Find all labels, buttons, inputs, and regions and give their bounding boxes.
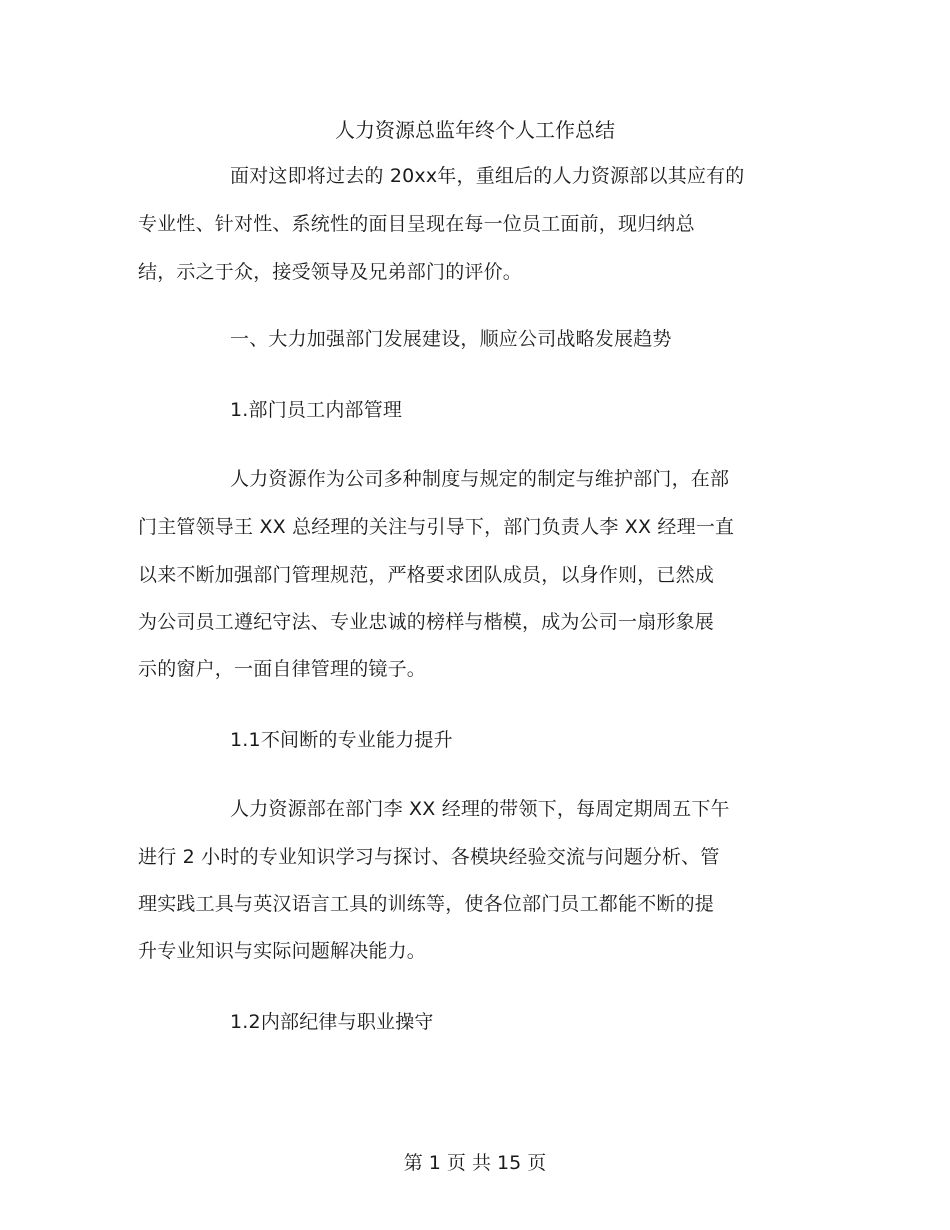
paragraph-line: 面对这即将过去的 20xx年，重组后的人力资源部以其应有的 <box>230 165 745 187</box>
page-footer: 第 1 页 共 15 页 <box>403 1152 547 1174</box>
paragraph-line: 以来不断加强部门管理规范，严格要求团队成员，以身作则，已然成 <box>138 564 715 586</box>
paragraph-line: 为公司员工遵纪守法、专业忠诚的榜样与楷模，成为公司一扇形象展 <box>138 611 715 633</box>
paragraph-line: 示的窗户，一面自律管理的镜子。 <box>138 658 427 680</box>
paragraph-line: 门主管领导王 XX 总经理的关注与引导下，部门负责人李 XX 经理一直 <box>138 516 735 538</box>
paragraph-line: 人力资源作为公司多种制度与规定的制定与维护部门，在部 <box>230 468 730 490</box>
section-heading: 一、大力加强部门发展建设，顺应公司战略发展趋势 <box>230 328 672 350</box>
paragraph-line: 升专业知识与实际问题解决能力。 <box>138 940 427 962</box>
subsection-heading: 1.2内部纪律与职业操守 <box>230 1011 434 1033</box>
paragraph-line: 理实践工具与英汉语言工具的训练等，使各位部门员工都能不断的提 <box>138 893 715 915</box>
subsection-heading: 1.1不间断的专业能力提升 <box>230 729 453 751</box>
paragraph-line: 人力资源部在部门李 XX 经理的带领下，每周定期周五下午 <box>230 798 730 820</box>
subsection-heading: 1.部门员工内部管理 <box>230 399 403 421</box>
document-title: 人力资源总监年终个人工作总结 <box>335 118 615 142</box>
paragraph-line: 进行 2 小时的专业知识学习与探讨、各模块经验交流与问题分析、管 <box>138 846 720 868</box>
paragraph-line: 结，示之于众，接受领导及兄弟部门的评价。 <box>138 261 523 283</box>
paragraph-line: 专业性、针对性、系统性的面目呈现在每一位员工面前，现归纳总 <box>138 213 695 235</box>
